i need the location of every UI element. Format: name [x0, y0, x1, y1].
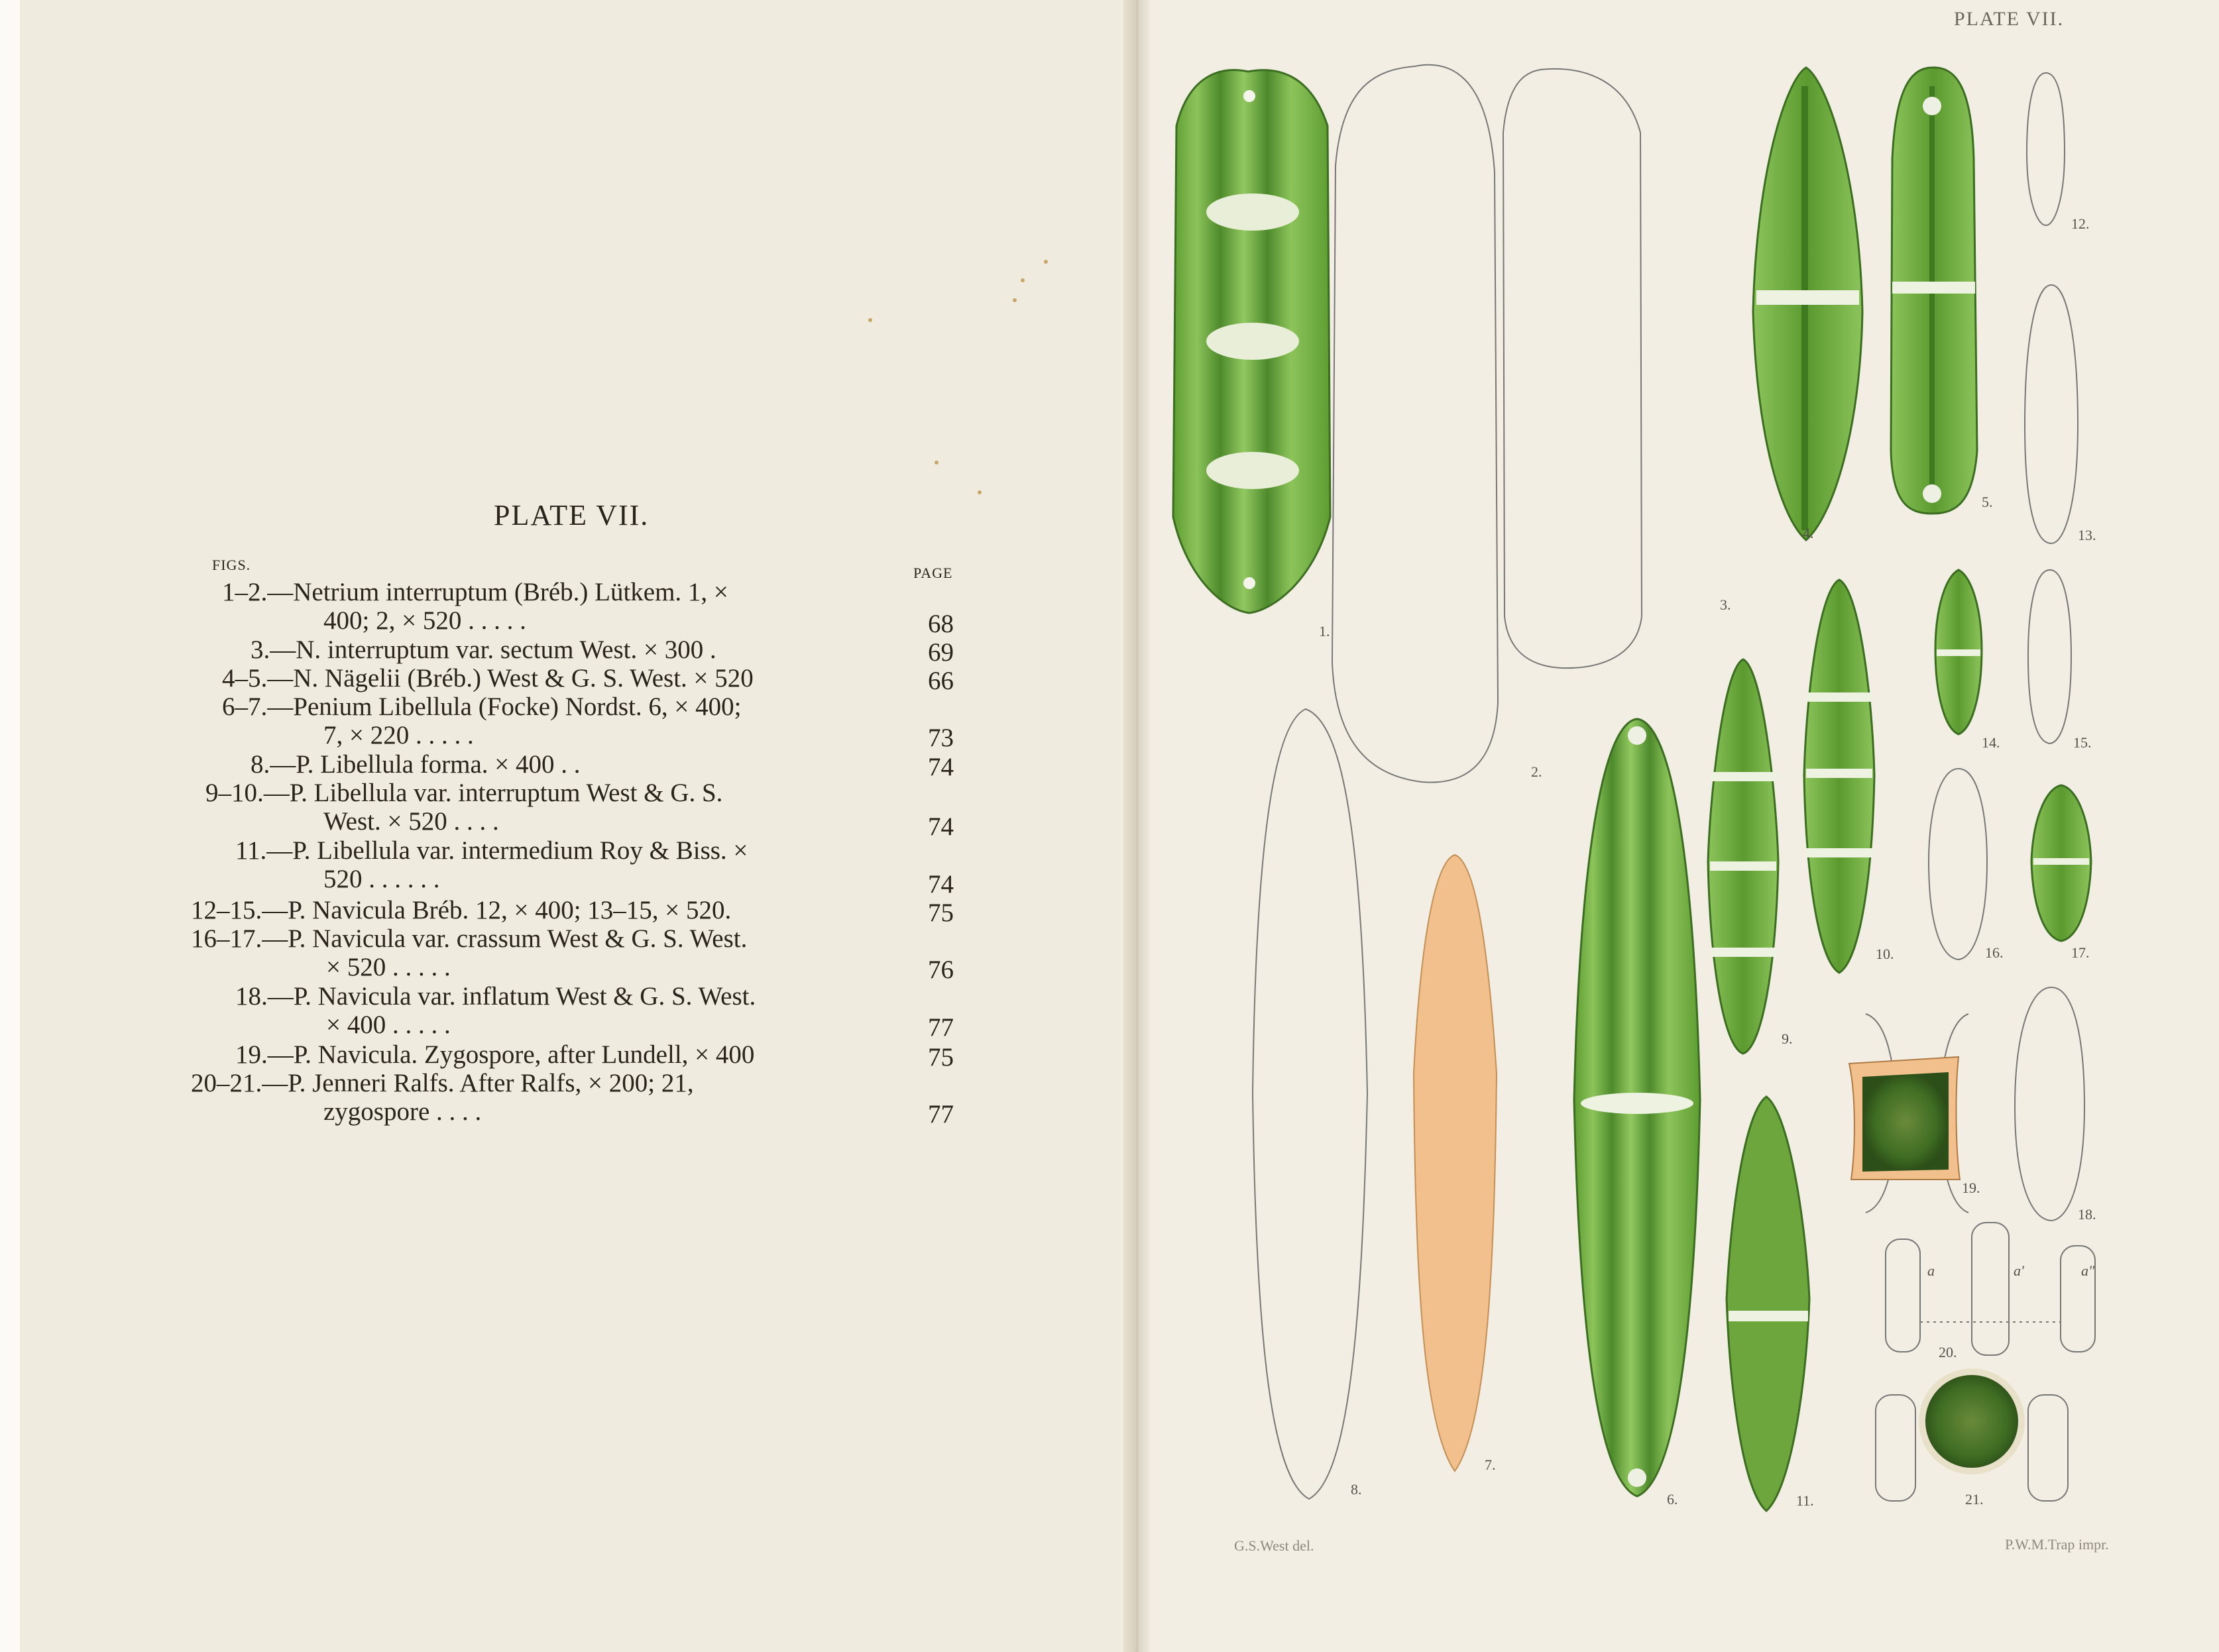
- figure-label: 10.: [1876, 946, 1894, 962]
- entry-line: 11.—P. Libellula var. intermedium Roy & Biss. ×: [235, 836, 748, 865]
- figure-label: 7.: [1485, 1457, 1496, 1473]
- figure-label: 9.: [1782, 1030, 1793, 1047]
- figure-6: [1574, 719, 1700, 1496]
- entry-line: 20–21.—P. Jenneri Ralfs. After Ralfs, × 200; 21,: [191, 1069, 694, 1097]
- figure-label: a": [2081, 1262, 2095, 1279]
- entry-page: 74: [928, 870, 954, 899]
- figure-label: 13.: [2078, 527, 2096, 543]
- entry-page: 74: [928, 753, 954, 781]
- figure-label: 12.: [2071, 215, 2090, 232]
- page-title: PLATE VII.: [494, 499, 650, 531]
- figure-10: [1804, 580, 1874, 973]
- entry-line: × 400 . . . . .: [326, 1011, 451, 1039]
- figure-label: 8.: [1351, 1481, 1362, 1498]
- figure-14: [1935, 570, 1982, 734]
- entry-page: 77: [928, 1013, 954, 1042]
- entry-line: 1–2.—Netrium interruptum (Bréb.) Lütkem. 1, ×: [222, 578, 728, 606]
- entry-line: 9–10.—P. Libellula var. interruptum West & G. S.: [205, 779, 723, 807]
- page-column-header: PAGE: [913, 565, 953, 581]
- entry-line: zygospore . . . .: [323, 1097, 482, 1126]
- figure-12: [2027, 73, 2065, 225]
- entry-line: 12–15.—P. Navicula Bréb. 12, × 400; 13–15, × 520.: [191, 896, 732, 924]
- figure-13: [2025, 285, 2078, 543]
- entry-page: 69: [928, 638, 954, 667]
- figure-5: [1891, 68, 1977, 514]
- entry-line: 8.—P. Libellula forma. × 400 . .: [251, 750, 581, 779]
- figure-label: 16.: [1985, 944, 2004, 961]
- entry-page: 68: [928, 610, 954, 638]
- entry-line: 19.—P. Navicula. Zygospore, after Lundell, × 400: [235, 1040, 755, 1069]
- entry-line: 4–5.—N. Nägelii (Bréb.) West & G. S. West. × 520: [222, 664, 754, 692]
- figure-7: [1414, 855, 1497, 1471]
- figure-label: 1.: [1319, 623, 1330, 639]
- figure-label: a: [1927, 1262, 1935, 1279]
- figure-label: 19.: [1962, 1180, 1980, 1196]
- figure-15: [2028, 570, 2071, 743]
- entry-line: × 520 . . . . .: [326, 953, 451, 981]
- paper-speck: [1021, 278, 1025, 282]
- entry-page: 76: [928, 956, 954, 984]
- figure-label: 3.: [1720, 596, 1731, 613]
- entry-line: 3.—N. interruptum var. sectum West. × 300 .: [251, 635, 716, 664]
- entry-page: 75: [928, 899, 954, 927]
- figure-19: [1849, 1014, 1968, 1213]
- left-page: [20, 0, 1133, 1652]
- paper-speck: [868, 318, 872, 322]
- entry-line: 16–17.—P. Navicula var. crassum West & G. S. West.: [191, 924, 748, 953]
- figure-8: [1253, 709, 1367, 1499]
- entry-page: 73: [928, 724, 954, 752]
- plate-illustration: [1137, 0, 2219, 1652]
- entry-line: 7, × 220 . . . . .: [323, 721, 474, 749]
- figure-2: [1332, 65, 1498, 783]
- figure-label: 4.: [1803, 525, 1814, 541]
- plate-label: PLATE VII.: [1954, 8, 2065, 30]
- entry-page: 77: [928, 1100, 954, 1129]
- figure-11: [1727, 1097, 1809, 1511]
- figure-label: 11.: [1796, 1492, 1814, 1509]
- figure-label: 6.: [1667, 1491, 1678, 1508]
- figs-column-header: FIGS.: [212, 557, 251, 573]
- artist-credit: G.S.West del.: [1234, 1537, 1314, 1554]
- figure-label: a': [2014, 1262, 2024, 1279]
- figure-3: [1503, 69, 1642, 668]
- figure-18: [2015, 987, 2084, 1221]
- entry-line: 400; 2, × 520 . . . . .: [323, 606, 526, 635]
- entry-line: 18.—P. Navicula var. inflatum West & G. S. West.: [235, 982, 756, 1011]
- figure-1: [1173, 70, 1330, 613]
- figure-17: [2031, 785, 2091, 941]
- figure-20: [1886, 1223, 2095, 1355]
- figure-21: [1876, 1372, 2068, 1501]
- entry-page: 75: [928, 1043, 954, 1072]
- paper-speck: [935, 461, 939, 465]
- figure-label: 17.: [2071, 944, 2090, 961]
- figure-label: 15.: [2073, 734, 2092, 751]
- entry-line: West. × 520 . . . .: [323, 807, 499, 836]
- figure-16: [1929, 769, 1987, 960]
- figure-label: 14.: [1982, 734, 2000, 751]
- figure-label: 5.: [1982, 494, 1993, 510]
- paper-speck: [978, 490, 982, 494]
- paper-speck: [1044, 260, 1048, 264]
- figure-label: 21.: [1965, 1491, 1984, 1508]
- figure-9: [1708, 659, 1778, 1054]
- entry-page: 66: [928, 667, 954, 695]
- paper-speck: [1013, 298, 1017, 302]
- figure-label: 20.: [1939, 1344, 1957, 1360]
- figure-label: 18.: [2078, 1206, 2096, 1223]
- figure-4: [1753, 68, 1862, 540]
- entry-line: 520 . . . . . .: [323, 865, 440, 893]
- entry-page: 74: [928, 812, 954, 841]
- printer-credit: P.W.M.Trap impr.: [2005, 1536, 2109, 1553]
- figure-label: 2.: [1531, 763, 1542, 780]
- entry-line: 6–7.—Penium Libellula (Focke) Nordst. 6, × 400;: [222, 692, 742, 721]
